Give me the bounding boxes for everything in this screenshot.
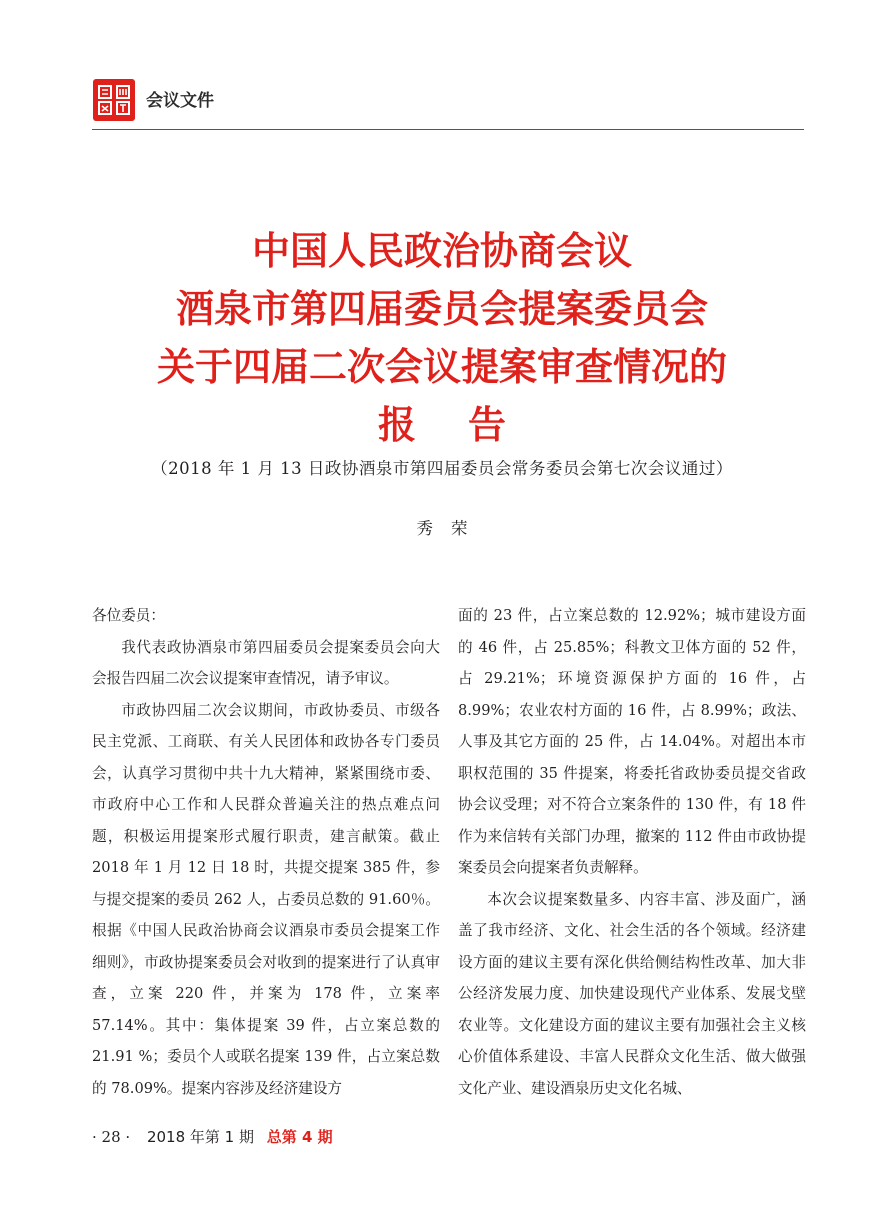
page-number: · 28 · xyxy=(92,1128,131,1146)
page-header xyxy=(92,76,804,126)
report-title xyxy=(60,222,824,454)
report-subtitle: （2018 年 1 月 13 日政协酒泉市第四届委员会常务委员会第七次会议通过） xyxy=(151,459,733,478)
body-paragraph: 我代表政协酒泉市第四届委员会提案委员会向大会报告四届二次会议提案审查情况，请予审议。 xyxy=(92,638,440,687)
page-footer xyxy=(92,1126,333,1147)
zhengxie-seal-logo xyxy=(92,78,136,122)
title-line-1: 中国人民政治协商会议 xyxy=(251,228,632,273)
author-name: 秀荣 xyxy=(416,519,486,538)
salutation: 各位委员： xyxy=(92,607,165,624)
header-divider xyxy=(92,129,804,130)
body-column-left xyxy=(92,600,440,1104)
title-line-3: 关于四届二次会议提案审查情况的 xyxy=(156,344,727,389)
issue-label: 2018 年第 1 期 xyxy=(146,1128,254,1146)
issue-total-label: 总第 4 期 xyxy=(266,1128,333,1146)
body-paragraph: 市政协四届二次会议期间，市政协委员、市级各民主党派、工商联、有关人民团体和政协各专门委员会，认真学习贯彻中共十九大精神，紧紧围绕市委、市政府中心工作和人民群众普遍关注的热点难点问题，积极运用提案形式履行职责，建言献策。截止 2018 年 1 月 12 日 18 时，共提交提案 385 件，参与提交提案的委员 262 人，占委员总数的 91.60％。根据《中国人民政治协商会议酒泉市委员会提案工作细则》，市政协提案委员会对收到的提案进行了认真审查，立案 220 件，并案为 178 件，立案率 57.14%。其中：集体提案 39 件，占立案总数的 21.91 %；委员个人或联名提案 139 件，占立案总数的 78.09%。提案内容涉及经济建设方 xyxy=(92,701,440,1097)
section-label: 会议文件 xyxy=(146,91,214,111)
body-paragraph-continued: 面的 23 件，占立案总数的 12.92%；城市建设方面的 46 件，占 25.85%；科教文卫体方面的 52 件，占 29.21%；环境资源保护方面的 16 件，占 8.99%；农业农村方面的 16 件，占 8.99%；政法、人事及其它方面的 25 件，占 14.04%。对超出本市职权范围的 35 件提案，将委托省政协委员提交省政协会议受理；对不符合立案条件的 130 件，有 18 件作为来信转有关部门办理，撤案的 112 件由市政协提案委员会向提案者负责解释。 xyxy=(458,607,806,876)
body-column-right xyxy=(458,600,806,1104)
body-paragraph: 本次会议提案数量多、内容丰富、涉及面广，涵盖了我市经济、文化、社会生活的各个领域。经济建设方面的建议主要有深化供给侧结构性改革、加大非公经济发展力度、加快建设现代产业体系、发展戈壁农业等。文化建设方面的建议主要有加强社会主义核心价值体系建设、丰富人民群众文化生活、做大做强文化产业、建设酒泉历史文化名城、 xyxy=(458,890,806,1097)
title-line-4: 报告 xyxy=(377,402,558,447)
title-line-2: 酒泉市第四届委员会提案委员会 xyxy=(175,286,708,331)
